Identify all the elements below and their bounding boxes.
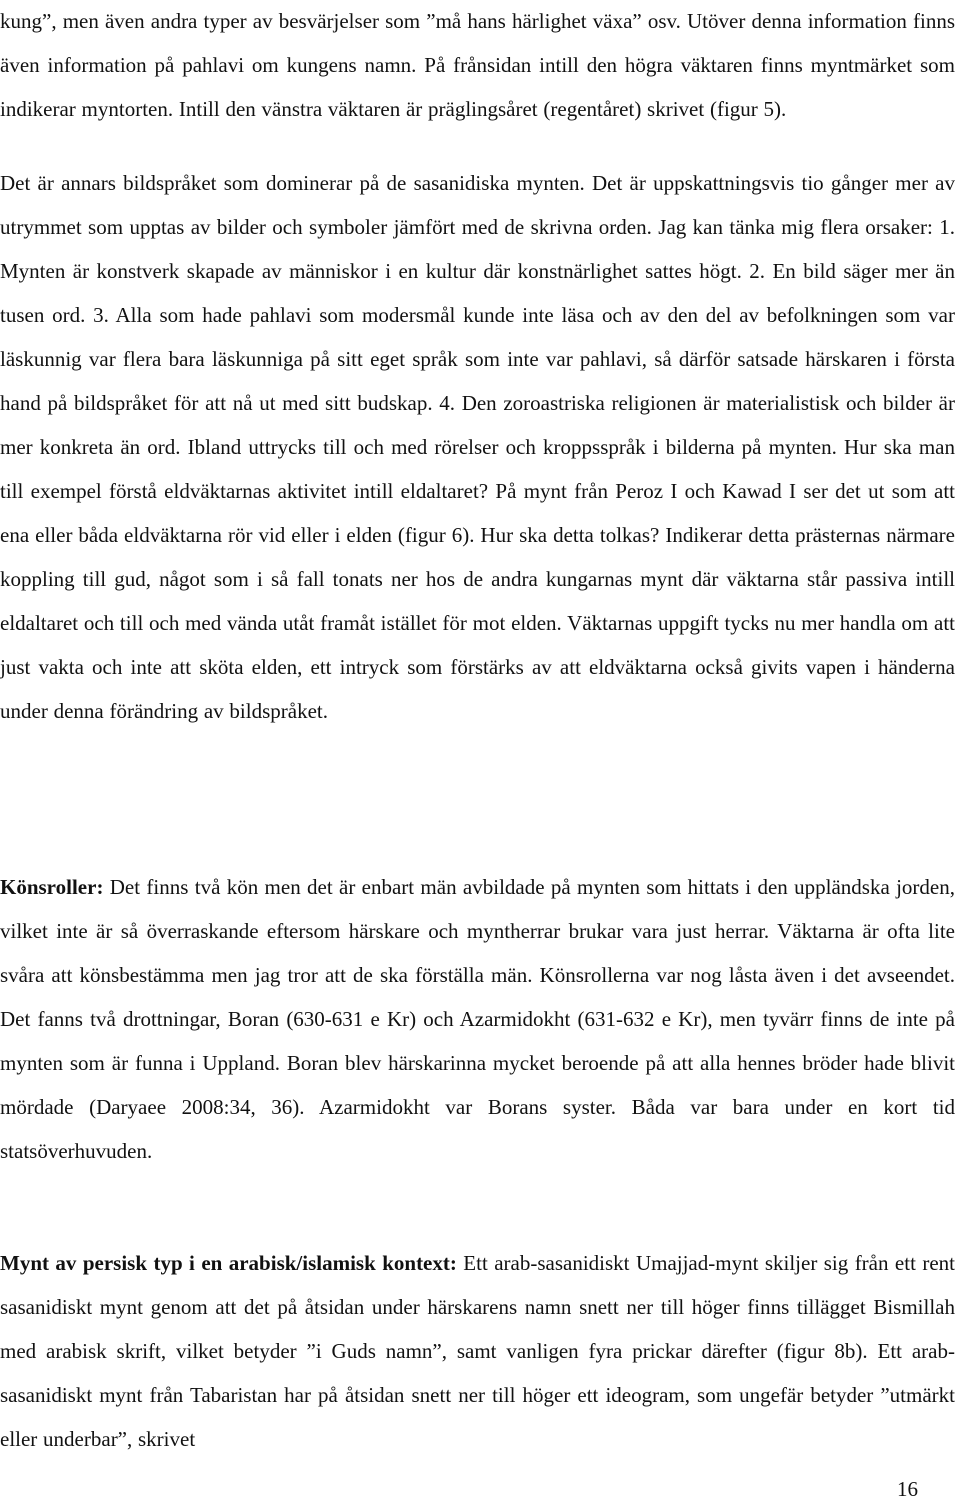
paragraph-image-language (0, 161, 955, 733)
paragraph-heading: Mynt av persisk typ i en arabisk/islamisk kontext: (0, 1251, 457, 1275)
paragraph-text: Det är annars bildspråket som dominerar på de sasanidiska mynten. Det är uppskattningsvis tio gånger mer av utrymmet som upptas av bilder och symboler jämfört med de skrivna orden. Jag kan tänka mig flera orsaker: 1. Mynten är konstverk skapade av människor i en kultur där konstnärlighet sattes högt. 2. En bild säger mer än tusen ord. 3. Alla som hade pahlavi som modersmål kunde inte läsa och av den del av befolkningen som var läskunnig var flera bara läskunniga på sitt eget språk som inte var pahlavi, så därför satsade härskaren i första hand på bildspråket för att nå ut med sitt budskap. 4. Den zoroastriska religionen är materialistisk och bilder är mer konkreta än ord. Ibland uttrycks till och med rörelser och kroppsspråk i bilderna på mynten. Hur ska man till exempel förstå eldväktarnas aktivitet intill eldaltaret? På mynt från Peroz I och Kawad I ser det ut som att ena eller båda eldväktarna rör vid eller i elden (figur 6). Hur ska detta tolkas? Indikerar detta prästernas närmare koppling till gud, något som i så fall tonats ner hos de andra kungarnas mynt där väktarna står passiva intill eldaltaret och till och med vända utåt framåt istället för mot elden. Väktarnas uppgift tycks nu mer handla om att just vakta och inte att sköta elden, ett intryck som förstärks av att eldväktarna också givits vapen i händerna under denna förändring av bildspråket. (0, 171, 955, 723)
paragraph-text: Ett arab-sasanidiskt Umajjad-mynt skiljer sig från ett rent sasanidiskt mynt genom att det på åtsidan under härskarens namn snett ner till höger finns tillägget Bismillah med arabisk skrift, vilket betyder ”i Guds namn”, samt vanligen fyra prickar därefter (figur 8b). Ett arab-sasanidiskt mynt från Tabaristan har på åtsidan snett ner till höger ett ideogram, som ungefär betyder ”utmärkt eller underbar”, skrivet (0, 1251, 955, 1451)
page-number: 16 (897, 1477, 918, 1501)
paragraph-text: kung”, men även andra typer av besvärjelser som ”må hans härlighet växa” osv. Utöver denna information finns även information på pahlavi om kungens namn. På frånsidan intill den högra väktaren finns myntmärket som indikerar myntorten. Intill den vänstra väktaren är präglingsåret (regentåret) skrivet (figur 5). (0, 9, 955, 121)
paragraph-text: Det finns två kön men det är enbart män avbildade på mynten som hittats i den uppländska jorden, vilket inte är så överraskande eftersom härskare och myntherrar brukar vara just herrar. Väktarna är ofta lite svåra att könsbestämma men jag tror att de ska förställa män. Könsrollerna var nog låsta även i det avseendet. Det fanns två drottningar, Boran (630-631 e Kr) och Azarmidokht (631-632 e Kr), men tyvärr finns de inte på mynten som är funna i Uppland. Boran blev härskarinna mycket beroende på att alla hennes bröder hade blivit mördade (Daryaee 2008:34, 36). Azarmidokht var Borans syster. Båda var bara under en kort tid statsöverhuvuden. (0, 875, 955, 1163)
paragraph-gender-roles (0, 865, 955, 1173)
paragraph-heading: Könsroller: (0, 875, 104, 899)
paragraph-arab-sasanian-coins (0, 1241, 955, 1461)
paragraph-coin-inscriptions (0, 0, 955, 131)
